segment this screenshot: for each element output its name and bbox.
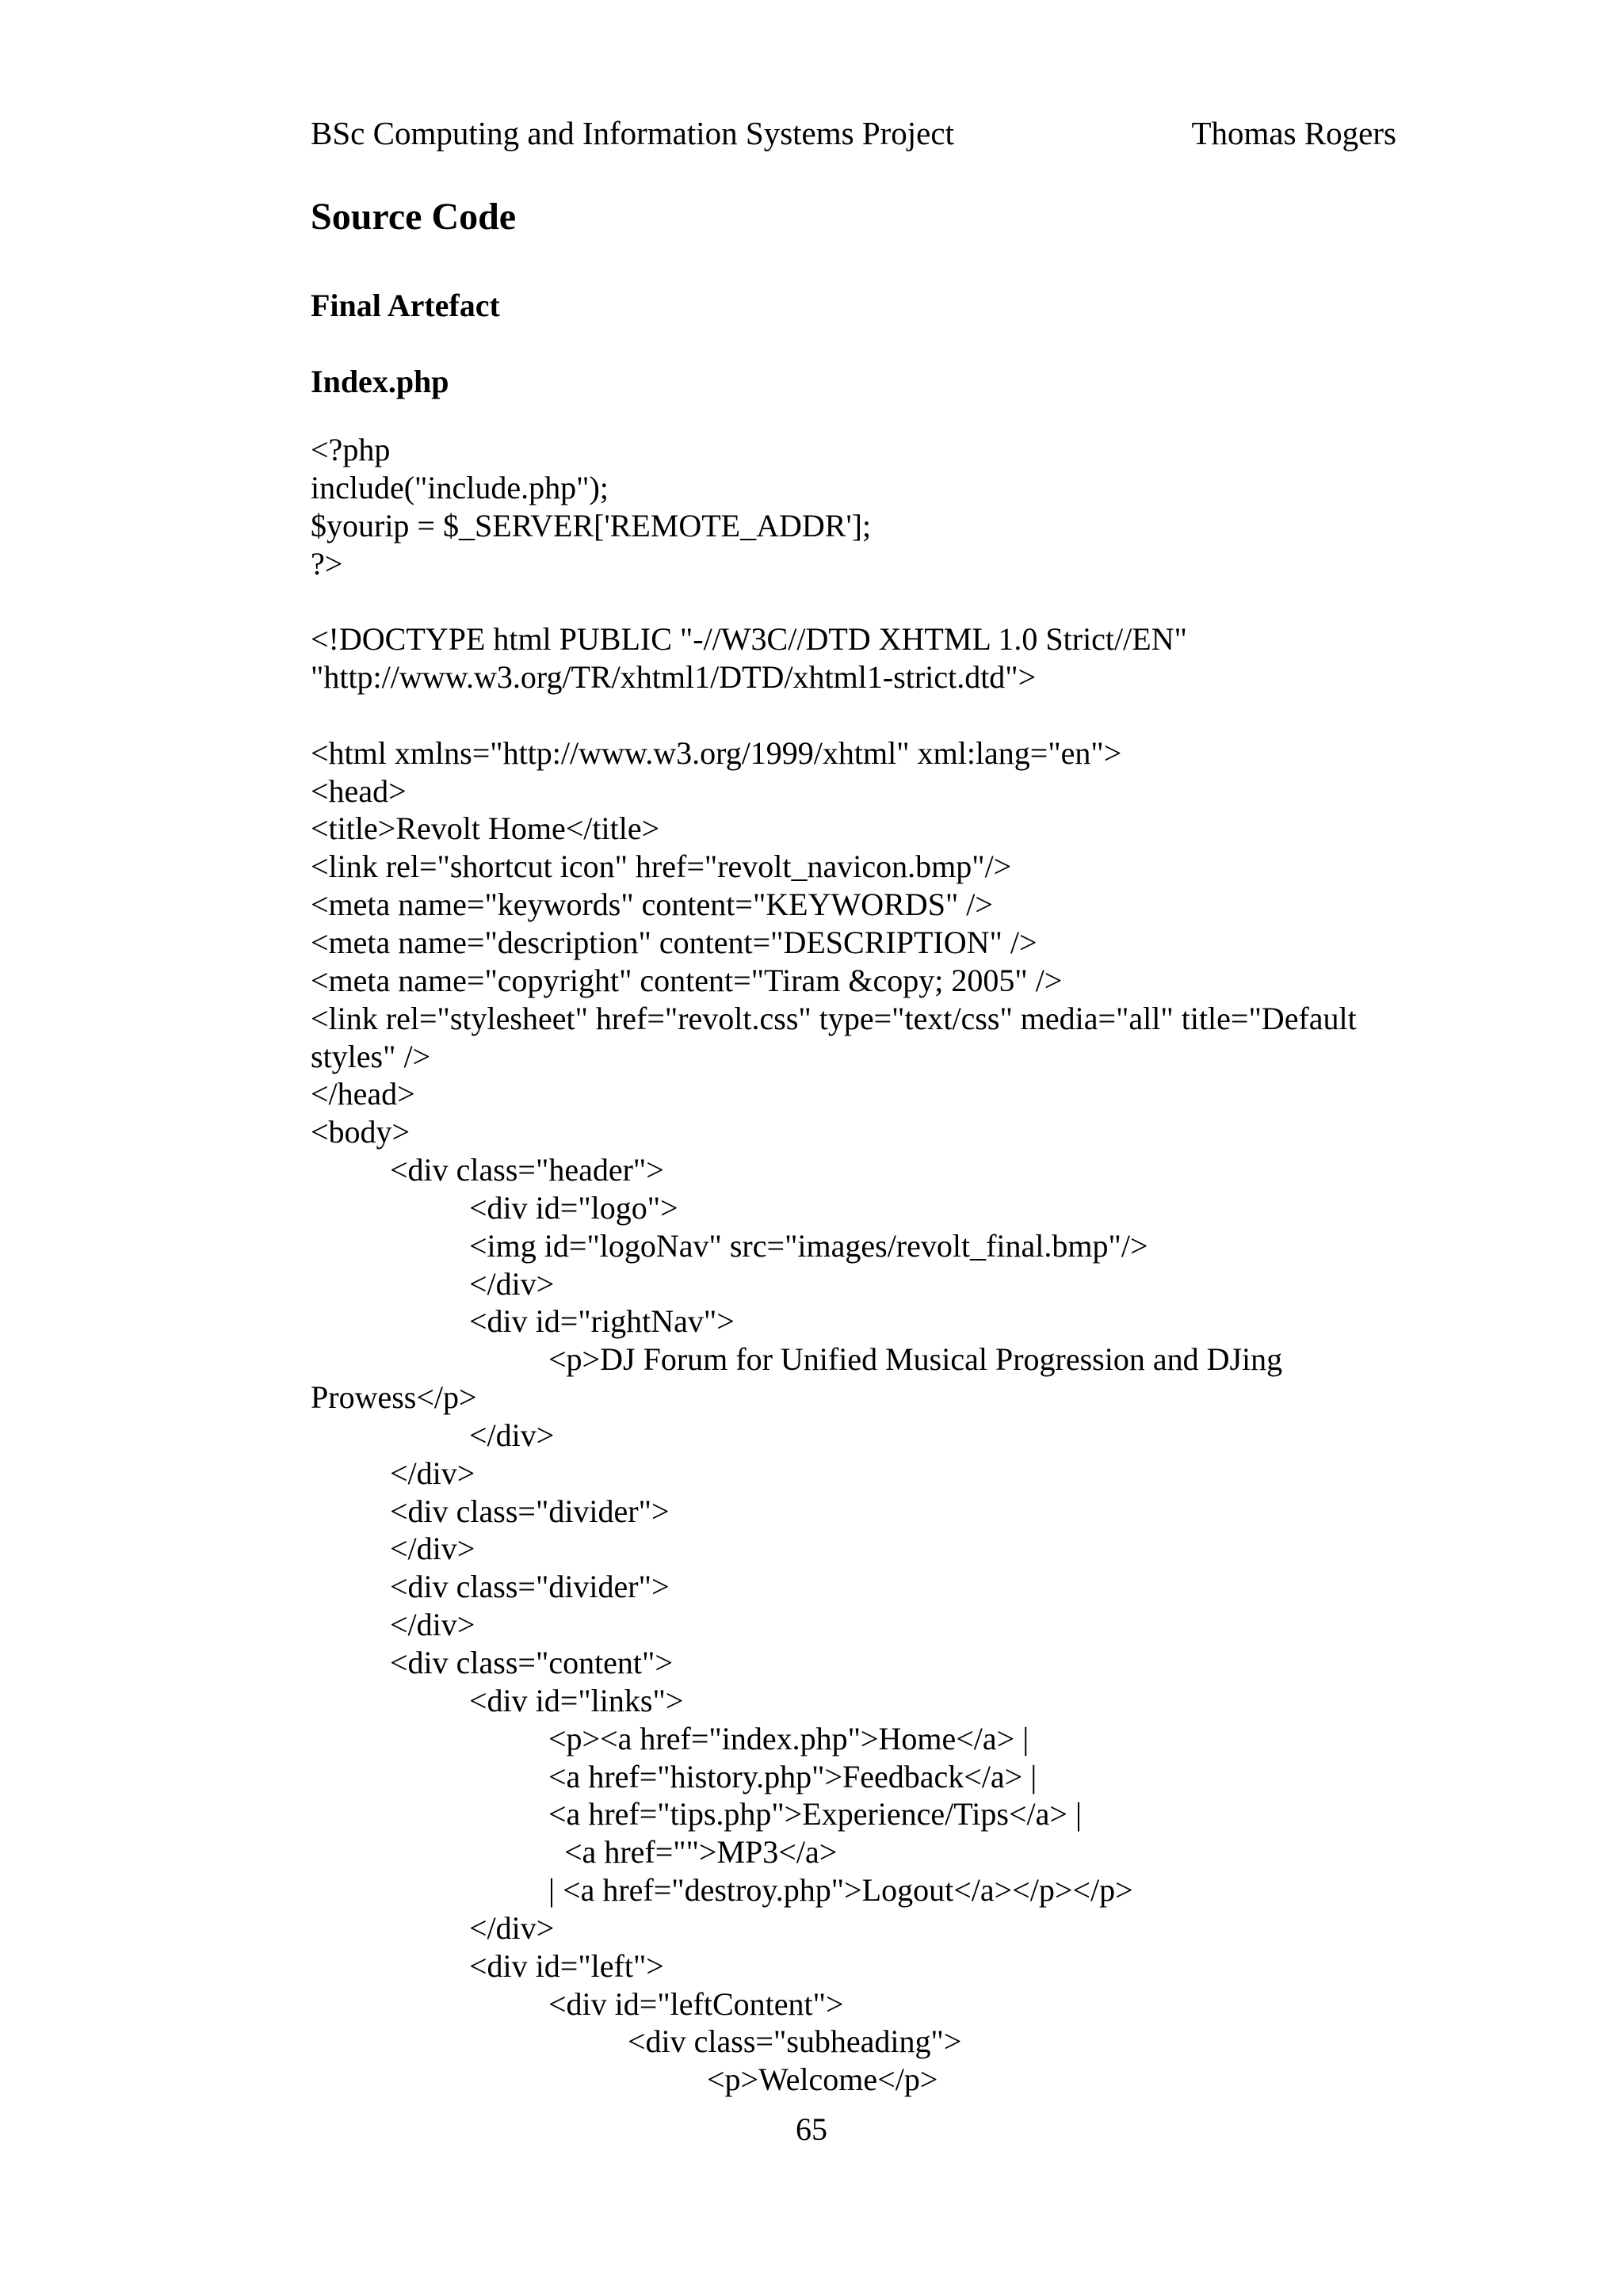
code-line: <a href="history.php">Feedback</a> | [311,1758,1037,1794]
code-line: <link rel="stylesheet" href="revolt.css" type="text/css" media="all" title="Default [311,1000,1357,1036]
code-line: <!DOCTYPE html PUBLIC "-//W3C//DTD XHTML 1.0 Strict//EN" [311,621,1187,658]
code-line: <div id="links"> [311,1682,684,1718]
code-line: </div> [311,1909,555,1946]
code-line: <a href="">MP3</a> [311,1834,838,1871]
code-line: styles" /> [311,1038,431,1074]
code-line: "http://www.w3.org/TR/xhtml1/DTD/xhtml1-strict.dtd"> [311,659,1037,696]
code-line: <html xmlns="http://www.w3.org/1999/xhtml" xml:lang="en"> [311,734,1122,771]
code-line: </div> [311,1607,475,1643]
code-line: ?> [311,545,343,582]
code-line [311,582,1404,620]
code-line: <div id="leftContent"> [311,1985,844,2022]
code-line: </div> [311,1417,555,1453]
code-line: <div class="divider"> [311,1493,670,1529]
code-line: <img id="logoNav" src="images/revolt_final.bmp"/> [311,1227,1148,1264]
header-author: Thomas Rogers [1191,115,1396,151]
code-line: $yourip = $_SERVER['REMOTE_ADDR']; [311,507,872,543]
code-line: <div class="subheading"> [311,2023,962,2060]
code-line: </div> [311,1455,475,1491]
file-heading: Index.php [311,364,449,399]
code-line: <p><a href="index.php">Home</a> | [311,1720,1029,1756]
code-line: <body> [311,1114,411,1150]
page-title: Source Code [311,196,517,238]
code-line: <div id="left"> [311,1947,664,1984]
code-line: </div> [311,1531,475,1567]
code-line: <?php [311,432,391,467]
code-line: <div class="header"> [311,1152,664,1188]
code-line: </div> [311,1265,555,1302]
header-project-title: BSc Computing and Information Systems Project [311,115,954,151]
code-line: <div class="content"> [311,1645,673,1680]
code-line: <meta name="copyright" content="Tiram &copy; 2005" /> [311,962,1063,998]
code-line: <meta name="keywords" content="KEYWORDS" /> [311,887,993,923]
code-line [311,696,1404,734]
running-header [311,111,1396,155]
code-line: <div id="rightNav"> [311,1303,735,1340]
code-line: </head> [311,1076,415,1112]
code-line: <meta name="description" content="DESCRIPTION" /> [311,924,1037,960]
code-line: <head> [311,772,407,809]
code-line: <div class="divider"> [311,1569,670,1605]
code-line: <link rel="shortcut icon" href="revolt_navicon.bmp"/> [311,849,1012,885]
code-line: <p>Welcome</p> [311,2061,938,2098]
section-heading: Final Artefact [311,288,500,323]
code-line: <p>DJ Forum for Unified Musical Progression and DJing [311,1341,1283,1378]
code-line: <title>Revolt Home</title> [311,810,660,847]
code-line: <div id="logo"> [311,1189,678,1226]
source-code-block [311,431,1404,2099]
code-line: <a href="tips.php">Experience/Tips</a> | [311,1796,1082,1833]
code-line: | <a href="destroy.php">Logout</a></p></p> [311,1872,1133,1909]
page-number: 65 [796,2111,827,2147]
code-line: Prowess</p> [311,1379,477,1416]
code-line: include("include.php"); [311,469,609,505]
